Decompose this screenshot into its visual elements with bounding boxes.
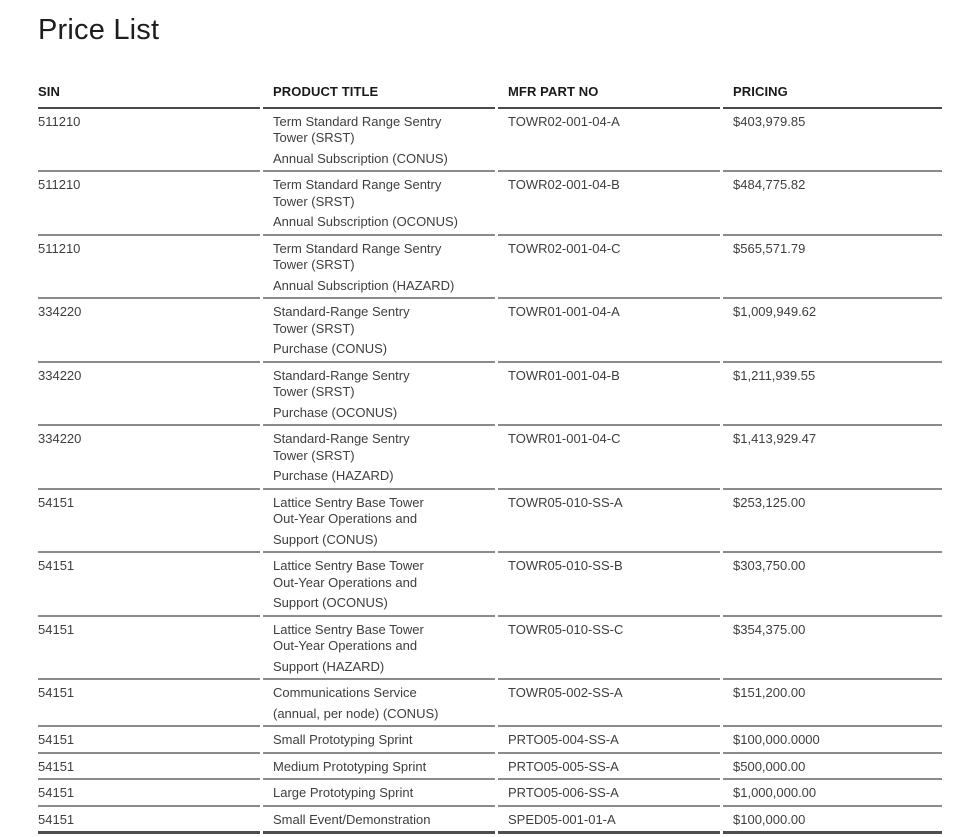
row-product-title: [263, 490, 495, 554]
row-mfr-part-no: SPED05-001-01-A: [498, 807, 720, 835]
product-title-paragraph: [273, 114, 495, 147]
row-product-title: [263, 363, 495, 427]
table-header-row: [38, 84, 947, 109]
column-header-sin: SIN: [38, 84, 260, 109]
product-title-paragraph: [273, 278, 495, 295]
product-title-line: Term Standard Range Sentry: [273, 240, 442, 256]
row-product-title: [263, 680, 495, 727]
row-product-title: [263, 727, 495, 754]
product-title-paragraph: [273, 304, 495, 337]
product-title-paragraph: [273, 468, 495, 485]
product-title-line: Tower (SRST): [273, 193, 355, 209]
row-product-title: [263, 236, 495, 300]
product-title-paragraph: [273, 558, 495, 591]
row-sin: 511210: [38, 109, 260, 173]
table-row: [38, 754, 947, 781]
product-title-paragraph: [273, 785, 495, 802]
product-title-paragraph: [273, 685, 495, 702]
product-title-line: Tower (SRST): [273, 447, 355, 463]
row-mfr-part-no: TOWR01-001-04-C: [498, 426, 720, 490]
price-table: [38, 84, 947, 834]
product-title-line: Out-Year Operations and: [273, 638, 418, 653]
table-row: [38, 780, 947, 807]
product-title-paragraph: [273, 759, 495, 776]
product-title-paragraph: [273, 405, 495, 422]
column-header-mfr-part-no: MFR PART NO: [498, 84, 720, 109]
table-row: [38, 363, 947, 427]
product-title-line: Standard-Range Sentry: [273, 367, 410, 383]
table-row: [38, 426, 947, 490]
row-mfr-part-no: TOWR02-001-04-A: [498, 109, 720, 173]
page-title: Price List: [38, 14, 160, 46]
product-title-line: Annual Subscription (OCONUS): [273, 214, 458, 229]
product-title-line: Lattice Sentry Base Tower: [273, 494, 424, 510]
row-pricing: $100,000.0000: [723, 727, 942, 754]
row-sin: 54151: [38, 727, 260, 754]
row-pricing: $151,200.00: [723, 680, 942, 727]
row-sin: 334220: [38, 299, 260, 363]
product-title-paragraph: [273, 151, 495, 168]
product-title-line: Tower (SRST): [273, 384, 355, 399]
table-row: [38, 680, 947, 727]
row-sin: 511210: [38, 172, 260, 236]
row-sin: 334220: [38, 363, 260, 427]
row-product-title: [263, 426, 495, 490]
row-product-title: [263, 553, 495, 617]
row-sin: 54151: [38, 617, 260, 681]
product-title-line: Term Standard Range Sentry: [273, 177, 442, 192]
product-title-paragraph: [273, 214, 495, 231]
row-mfr-part-no: PRTO05-004-SS-A: [498, 727, 720, 754]
row-mfr-part-no: TOWR05-010-SS-A: [498, 490, 720, 554]
product-title-paragraph: [273, 341, 495, 358]
row-pricing: $100,000.00: [723, 807, 942, 835]
row-mfr-part-no: TOWR02-001-04-C: [498, 236, 720, 300]
row-pricing: $484,775.82: [723, 172, 942, 236]
row-pricing: $1,211,939.55: [723, 363, 942, 427]
row-product-title: [263, 807, 495, 835]
table-row: [38, 299, 947, 363]
row-pricing: $303,750.00: [723, 553, 942, 617]
row-pricing: $354,375.00: [723, 617, 942, 681]
product-title-line: Out-Year Operations and: [273, 511, 418, 526]
product-title-line: Annual Subscription (CONUS): [273, 150, 448, 166]
product-title-paragraph: [273, 659, 495, 676]
product-title-paragraph: [273, 595, 495, 612]
product-title-line: Purchase (OCONUS): [273, 404, 398, 420]
table-row: [38, 172, 947, 236]
product-title-line: Tower (SRST): [273, 257, 355, 272]
product-title-paragraph: [273, 706, 495, 723]
product-title-line: Support (OCONUS): [273, 595, 388, 610]
row-sin: 54151: [38, 807, 260, 835]
row-mfr-part-no: TOWR02-001-04-B: [498, 172, 720, 236]
product-title-line: Standard-Range Sentry: [273, 431, 410, 446]
row-mfr-part-no: TOWR01-001-04-B: [498, 363, 720, 427]
row-mfr-part-no: TOWR05-010-SS-B: [498, 553, 720, 617]
row-pricing: $565,571.79: [723, 236, 942, 300]
table-row: [38, 553, 947, 617]
table-row: [38, 727, 947, 754]
product-title-paragraph: [273, 622, 495, 655]
product-title-paragraph: [273, 241, 495, 274]
table-row: [38, 807, 947, 835]
row-mfr-part-no: PRTO05-005-SS-A: [498, 754, 720, 781]
row-sin: 54151: [38, 553, 260, 617]
table-row: [38, 236, 947, 300]
product-title-line: Standard-Range Sentry: [273, 304, 410, 319]
product-title-paragraph: [273, 431, 495, 464]
row-mfr-part-no: PRTO05-006-SS-A: [498, 780, 720, 807]
row-product-title: [263, 617, 495, 681]
product-title-line: Small Prototyping Sprint: [273, 732, 413, 747]
row-sin: 54151: [38, 780, 260, 807]
row-product-title: [263, 172, 495, 236]
column-header-product-title: PRODUCT TITLE: [263, 84, 495, 109]
product-title-paragraph: [273, 532, 495, 549]
product-title-line: Large Prototyping Sprint: [273, 785, 414, 800]
product-title-paragraph: [273, 495, 495, 528]
row-sin: 54151: [38, 490, 260, 554]
row-sin: 511210: [38, 236, 260, 300]
product-title-line: Support (HAZARD): [273, 658, 385, 674]
row-pricing: $1,009,949.62: [723, 299, 942, 363]
row-product-title: [263, 754, 495, 781]
row-mfr-part-no: TOWR05-010-SS-C: [498, 617, 720, 681]
product-title-line: Out-Year Operations and: [273, 574, 418, 590]
product-title-paragraph: [273, 368, 495, 401]
product-title-line: Annual Subscription (HAZARD): [273, 277, 455, 293]
row-pricing: $403,979.85: [723, 109, 942, 173]
product-title-line: Tower (SRST): [273, 130, 355, 145]
row-product-title: [263, 780, 495, 807]
product-title-paragraph: [273, 812, 495, 829]
row-product-title: [263, 299, 495, 363]
row-product-title: [263, 109, 495, 173]
product-title-paragraph: [273, 732, 495, 749]
product-title-line: Support (CONUS): [273, 531, 378, 547]
product-title-line: (annual, per node) (CONUS): [273, 705, 439, 721]
product-title-line: Medium Prototyping Sprint: [273, 758, 427, 774]
product-title-line: Small Event/Demonstration: [273, 811, 431, 827]
product-title-line: Term Standard Range Sentry: [273, 113, 442, 129]
row-pricing: $1,000,000.00: [723, 780, 942, 807]
row-sin: 54151: [38, 754, 260, 781]
row-mfr-part-no: TOWR01-001-04-A: [498, 299, 720, 363]
row-sin: 54151: [38, 680, 260, 727]
product-title-line: Purchase (CONUS): [273, 341, 388, 356]
product-title-paragraph: [273, 177, 495, 210]
row-pricing: $500,000.00: [723, 754, 942, 781]
product-title-line: Purchase (HAZARD): [273, 468, 394, 483]
product-title-line: Lattice Sentry Base Tower: [273, 558, 424, 573]
product-title-line: Lattice Sentry Base Tower: [273, 621, 424, 637]
column-header-pricing: PRICING: [723, 84, 942, 109]
product-title-line: Communications Service: [273, 685, 417, 700]
table-row: [38, 109, 947, 173]
row-pricing: $1,413,929.47: [723, 426, 942, 490]
row-mfr-part-no: TOWR05-002-SS-A: [498, 680, 720, 727]
product-title-line: Tower (SRST): [273, 320, 355, 336]
row-pricing: $253,125.00: [723, 490, 942, 554]
table-row: [38, 490, 947, 554]
table-row: [38, 617, 947, 681]
row-sin: 334220: [38, 426, 260, 490]
